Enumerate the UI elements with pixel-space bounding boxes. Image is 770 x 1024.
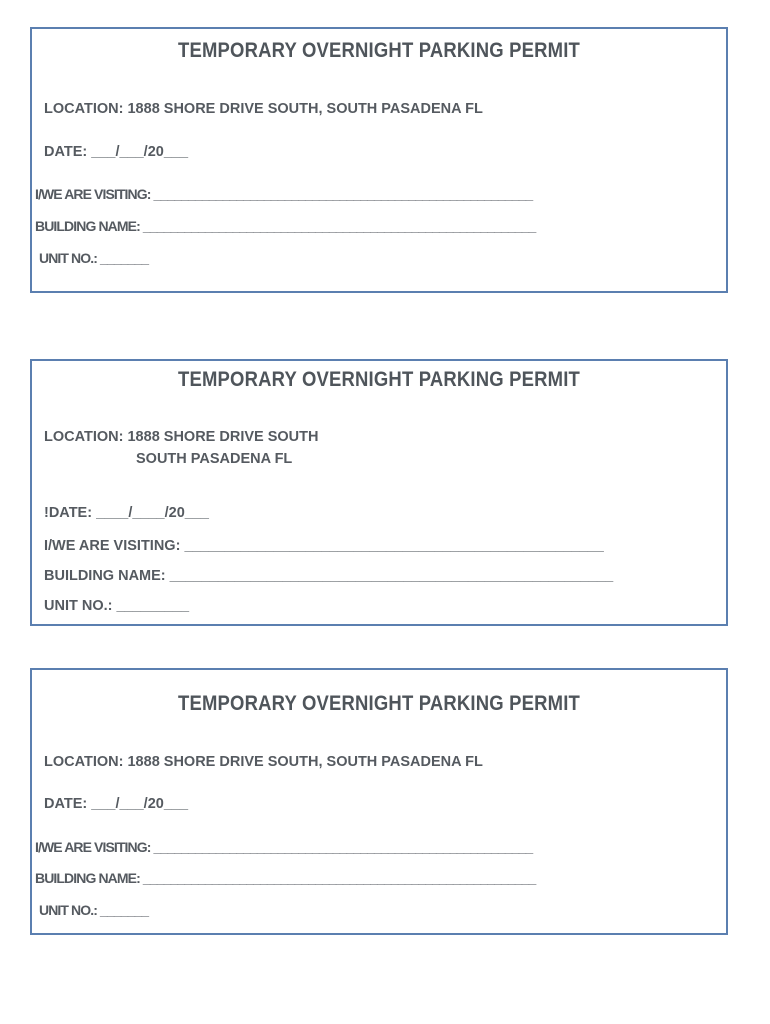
date-field[interactable]: !DATE: ____/____/20___ (44, 505, 209, 521)
visiting-field[interactable]: I/WE ARE VISITING: ____________________________________________________ (44, 538, 604, 554)
permit-card (30, 668, 728, 935)
location-text-line-2: SOUTH PASADENA FL (136, 451, 293, 467)
permit-title: TEMPORARY OVERNIGHT PARKING PERMIT (178, 39, 580, 62)
permit-card (30, 359, 728, 626)
building-name-field[interactable]: BUILDING NAME: _______________________________________________________ (44, 568, 614, 584)
building-name-field[interactable]: BUILDING NAME: _________________________________________________________ (35, 870, 536, 886)
location-text: LOCATION: 1888 SHORE DRIVE SOUTH, SOUTH PASADENA FL (44, 101, 483, 117)
location-text: LOCATION: 1888 SHORE DRIVE SOUTH, SOUTH PASADENA FL (44, 754, 483, 770)
permit-title: TEMPORARY OVERNIGHT PARKING PERMIT (178, 692, 580, 715)
unit-number-field[interactable]: UNIT NO.: _________ (44, 598, 190, 614)
location-text-line-1: LOCATION: 1888 SHORE DRIVE SOUTH (44, 429, 319, 445)
permit-title: TEMPORARY OVERNIGHT PARKING PERMIT (178, 368, 580, 391)
permit-card (30, 27, 728, 293)
date-field[interactable]: DATE: ___/___/20___ (44, 796, 189, 812)
unit-number-field[interactable]: UNIT NO.: _______ (39, 250, 149, 266)
date-field[interactable]: DATE: ___/___/20___ (44, 144, 189, 160)
unit-number-field[interactable]: UNIT NO.: _______ (39, 902, 149, 918)
visiting-field[interactable]: I/WE ARE VISITING: _______________________________________________________ (35, 186, 533, 202)
visiting-field[interactable]: I/WE ARE VISITING: _______________________________________________________ (35, 839, 533, 855)
building-name-field[interactable]: BUILDING NAME: _________________________________________________________ (35, 218, 536, 234)
